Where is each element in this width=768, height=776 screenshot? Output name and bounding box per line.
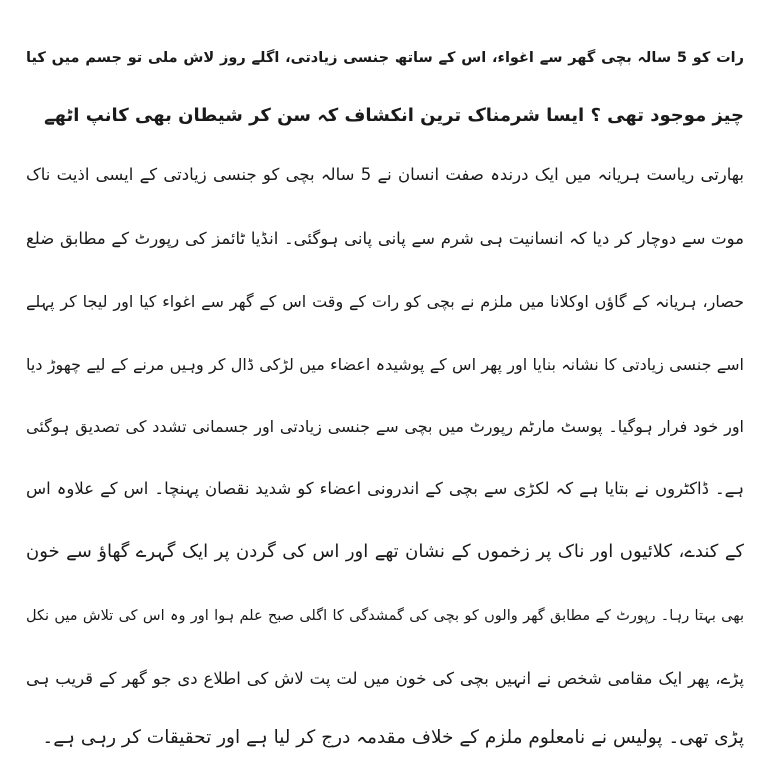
body-line-7: کے کندے، کلائیوں اور ناک پر زخموں کے نشان تھے اور اس کی گردن پر ایک گہرے گھاؤ سے خون <box>26 541 744 562</box>
body-line-1: بھارتی ریاست ہریانہ میں ایک درندہ صفت انسان نے 5 سالہ بچی کو جنسی زیادتی کے ایسی اذیت ناک <box>26 165 744 184</box>
body-line-9: پڑے، پھر ایک مقامی شخص نے انہیں بچی کی خون میں لت پت لاش کی اطلاع دی جو گھر کے قریب ہی <box>26 669 744 688</box>
body-line-5: اور خود فرار ہوگیا۔ پوسٹ مارٹم رپورٹ میں بچی سے جنسی زیادتی اور جسمانی تشدد کی تصدیق ہوگئی <box>26 417 744 436</box>
body-line-6: ہے۔ ڈاکٹروں نے بتایا ہے کہ لکڑی سے بچی کے اندرونی اعضاء کو شدید نقصان پہنچا۔ اس کے علاوہ اس <box>26 479 744 498</box>
body-line-10: پڑی تھی۔ پولیس نے نامعلوم ملزم کے خلاف مقدمہ درج کر لیا ہے اور تحقیقات کر رہی ہے۔ <box>42 727 744 748</box>
body-line-3: حصار، ہریانہ کے گاؤں اوکلانا میں ملزم نے بچی کو رات کے وقت اس کے گھر سے اغواء کیا اور لیجا کر پہلے <box>26 292 744 311</box>
body-line-2: موت سے دوچار کر دیا کہ انسانیت ہی شرم سے پانی پانی ہوگئی۔ انڈیا ٹائمز کی رپورٹ کے مطابق ضلع <box>26 229 744 248</box>
headline-line-1: رات کو 5 سالہ بچی گھر سے اغواء، اس کے ساتھ جنسی زیادتی، اگلے روز لاش ملی تو جسم میں کیا <box>26 50 744 66</box>
body-line-4: اسے جنسی زیادتی کا نشانہ بنایا اور پھر اس کے پوشیدہ اعضاء میں لڑکی ڈال کر وہیں مرنے کے لیے چھوڑ دیا <box>26 355 744 374</box>
body-line-8: بھی بہتا رہا۔ رپورٹ کے مطابق گھر والوں کو بچی کی گمشدگی کا اگلی صبح علم ہوا اور وہ اس کی تلاش میں نکل <box>26 608 744 624</box>
headline-line-2: چیز موجود تھی ؟ ایسا شرمناک ترین انکشاف کہ سن کر شیطان بھی کانپ اٹھے <box>44 105 744 126</box>
